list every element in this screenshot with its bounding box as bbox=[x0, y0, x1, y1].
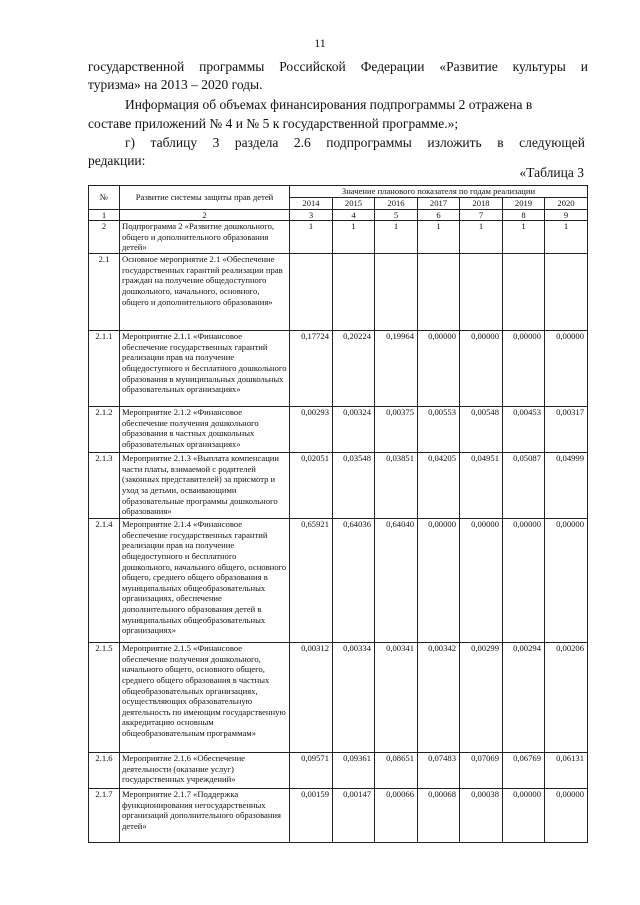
row-value: 0,00553 bbox=[418, 407, 460, 453]
row-value bbox=[418, 254, 460, 331]
row-value: 0,00324 bbox=[333, 407, 375, 453]
row-value: 0,00293 bbox=[290, 407, 333, 453]
row-number: 2.1 bbox=[89, 254, 120, 331]
index-cell: 3 bbox=[290, 209, 333, 221]
row-value: 0,00000 bbox=[460, 331, 503, 407]
row-name: Подпрограмма 2 «Развитие дошкольного, общего и дополнительного образования детей» bbox=[120, 221, 290, 254]
table-row bbox=[89, 331, 588, 407]
page-number: 11 bbox=[314, 36, 326, 50]
row-value: 0,00206 bbox=[545, 643, 588, 753]
table-caption: «Таблица 3 bbox=[519, 165, 584, 180]
row-value bbox=[503, 254, 545, 331]
index-cell: 8 bbox=[503, 209, 545, 221]
row-number: 2.1.5 bbox=[89, 643, 120, 753]
row-value: 0,00000 bbox=[418, 519, 460, 643]
row-value bbox=[375, 254, 418, 331]
index-row bbox=[89, 209, 588, 221]
index-cell: 4 bbox=[333, 209, 375, 221]
header-year: 2018 bbox=[460, 198, 503, 210]
row-value: 0,00294 bbox=[503, 643, 545, 753]
row-value: 0,04205 bbox=[418, 453, 460, 519]
row-value bbox=[545, 254, 588, 331]
row-number: 2.1.4 bbox=[89, 519, 120, 643]
row-value: 0,09571 bbox=[290, 753, 333, 789]
row-value: 0,04999 bbox=[545, 453, 588, 519]
row-value: 0,00317 bbox=[545, 407, 588, 453]
row-name: Мероприятие 2.1.4 «Финансовое обеспечение государственных гарантий реализации прав на получение общедоступного и бесплатного дошкольного, начального общего, основного общего, среднего общего образования в муниципальных общеобразовательных организациях, обеспечение дополнительного образования детей в муниципальных общеобразовательных организациях» bbox=[120, 519, 290, 643]
row-value: 0,00000 bbox=[460, 519, 503, 643]
row-value: 1 bbox=[375, 221, 418, 254]
header-num: № bbox=[89, 186, 120, 210]
row-value: 0,02051 bbox=[290, 453, 333, 519]
row-value: 0,65921 bbox=[290, 519, 333, 643]
row-value: 0,08651 bbox=[375, 753, 418, 789]
row-number: 2.1.3 bbox=[89, 453, 120, 519]
table-row bbox=[89, 519, 588, 643]
row-number: 2.1.2 bbox=[89, 407, 120, 453]
row-name: Мероприятие 2.1.7 «Поддержка функционирования негосударственных организаций дополнительного образования детей» bbox=[120, 789, 290, 843]
row-value: 0,17724 bbox=[290, 331, 333, 407]
row-value: 0,00375 bbox=[375, 407, 418, 453]
row-number: 2 bbox=[89, 221, 120, 254]
header-year: 2014 bbox=[290, 198, 333, 210]
index-cell: 9 bbox=[545, 209, 588, 221]
row-value: 1 bbox=[545, 221, 588, 254]
row-value: 0,05087 bbox=[503, 453, 545, 519]
row-value: 0,00453 bbox=[503, 407, 545, 453]
paragraph-line: г) таблицу 3 раздела 2.6 подпрограммы изложить в следующей bbox=[125, 135, 585, 150]
row-value: 0,03548 bbox=[333, 453, 375, 519]
row-value: 0,00000 bbox=[503, 789, 545, 843]
row-value: 1 bbox=[503, 221, 545, 254]
row-value: 0,64040 bbox=[375, 519, 418, 643]
header-year: 2020 bbox=[545, 198, 588, 210]
table-row bbox=[89, 789, 588, 843]
paragraph-line: редакции: bbox=[88, 153, 146, 168]
row-value: 0,00068 bbox=[418, 789, 460, 843]
paragraph-line: государственной программы Российской Федерации «Развитие культуры и bbox=[88, 59, 588, 74]
row-value: 1 bbox=[418, 221, 460, 254]
row-value: 1 bbox=[460, 221, 503, 254]
row-value: 0,00548 bbox=[460, 407, 503, 453]
row-number: 2.1.6 bbox=[89, 753, 120, 789]
row-value: 1 bbox=[290, 221, 333, 254]
header-year: 2016 bbox=[375, 198, 418, 210]
row-value: 0,00066 bbox=[375, 789, 418, 843]
indicators-table bbox=[88, 185, 588, 843]
row-value: 0,20224 bbox=[333, 331, 375, 407]
row-value: 0,00299 bbox=[460, 643, 503, 753]
row-value: 0,64036 bbox=[333, 519, 375, 643]
row-value: 0,06131 bbox=[545, 753, 588, 789]
row-number: 2.1.1 bbox=[89, 331, 120, 407]
row-value: 0,03851 bbox=[375, 453, 418, 519]
row-value bbox=[333, 254, 375, 331]
table-header bbox=[89, 186, 588, 221]
row-value bbox=[460, 254, 503, 331]
row-value: 0,00312 bbox=[290, 643, 333, 753]
table-row bbox=[89, 407, 588, 453]
row-value: 0,19964 bbox=[375, 331, 418, 407]
row-name: Мероприятие 2.1.6 «Обеспечение деятельности (оказание услуг) государственных учреждений» bbox=[120, 753, 290, 789]
paragraph-line: Информация об объемах финансирования подпрограммы 2 отражена в bbox=[125, 97, 533, 112]
paragraph-line: туризма» на 2013 – 2020 годы. bbox=[88, 77, 263, 92]
header-year: 2019 bbox=[503, 198, 545, 210]
header-year: 2015 bbox=[333, 198, 375, 210]
row-value: 0,00000 bbox=[545, 789, 588, 843]
table-row bbox=[89, 453, 588, 519]
table-body bbox=[89, 221, 588, 843]
row-number: 2.1.7 bbox=[89, 789, 120, 843]
index-cell: 1 bbox=[89, 209, 120, 221]
row-name: Мероприятие 2.1.5 «Финансовое обеспечение получения дошкольного, начального общего, основного общего, среднего общего образования в частных общеобразовательных организациях, осуществляющих образовательную деятельность по имеющим государственную аккредитацию основным общеобразовательным программам» bbox=[120, 643, 290, 753]
table-row bbox=[89, 643, 588, 753]
row-value: 0,00334 bbox=[333, 643, 375, 753]
index-cell: 2 bbox=[120, 209, 290, 221]
table-row bbox=[89, 254, 588, 331]
row-value: 0,07483 bbox=[418, 753, 460, 789]
row-value: 0,00000 bbox=[545, 519, 588, 643]
index-cell: 7 bbox=[460, 209, 503, 221]
table-row bbox=[89, 221, 588, 254]
index-cell: 5 bbox=[375, 209, 418, 221]
row-value: 0,00000 bbox=[545, 331, 588, 407]
row-value: 0,00038 bbox=[460, 789, 503, 843]
index-cell: 6 bbox=[418, 209, 460, 221]
row-name: Мероприятие 2.1.3 «Выплата компенсации части платы, взимаемой с родителей (законных представителей) за присмотр и уход за детьми, осваивающими образовательные программы дошкольного образования» bbox=[120, 453, 290, 519]
paragraph-line: составе приложений № 4 и № 5 к государственной программе.»; bbox=[88, 116, 459, 131]
row-value: 0,06769 bbox=[503, 753, 545, 789]
row-value bbox=[290, 254, 333, 331]
row-value: 0,00147 bbox=[333, 789, 375, 843]
row-value: 0,04951 bbox=[460, 453, 503, 519]
row-value: 0,00341 bbox=[375, 643, 418, 753]
header-year: 2017 bbox=[418, 198, 460, 210]
row-name: Мероприятие 2.1.1 «Финансовое обеспечение государственных гарантий реализации прав на получение общедоступного и бесплатного дошкольного образования в муниципальных дошкольных образовательных организациях» bbox=[120, 331, 290, 407]
table-row bbox=[89, 753, 588, 789]
row-value: 1 bbox=[333, 221, 375, 254]
header-group: Значение планового показателя по годам реализации bbox=[290, 186, 588, 198]
row-value: 0,00342 bbox=[418, 643, 460, 753]
row-name: Основное мероприятие 2.1 «Обеспечение государственных гарантий реализации прав граждан на получение общедоступного дошкольного, начального, основного, общего и дополнительного образования» bbox=[120, 254, 290, 331]
header-name: Развитие системы защиты прав детей bbox=[120, 186, 290, 210]
row-value: 0,00000 bbox=[503, 519, 545, 643]
row-name: Мероприятие 2.1.2 «Финансовое обеспечение получения дошкольного образования в частных дошкольных образовательных организациях» bbox=[120, 407, 290, 453]
row-value: 0,09361 bbox=[333, 753, 375, 789]
row-value: 0,00159 bbox=[290, 789, 333, 843]
row-value: 0,00000 bbox=[418, 331, 460, 407]
row-value: 0,07069 bbox=[460, 753, 503, 789]
row-value: 0,00000 bbox=[503, 331, 545, 407]
